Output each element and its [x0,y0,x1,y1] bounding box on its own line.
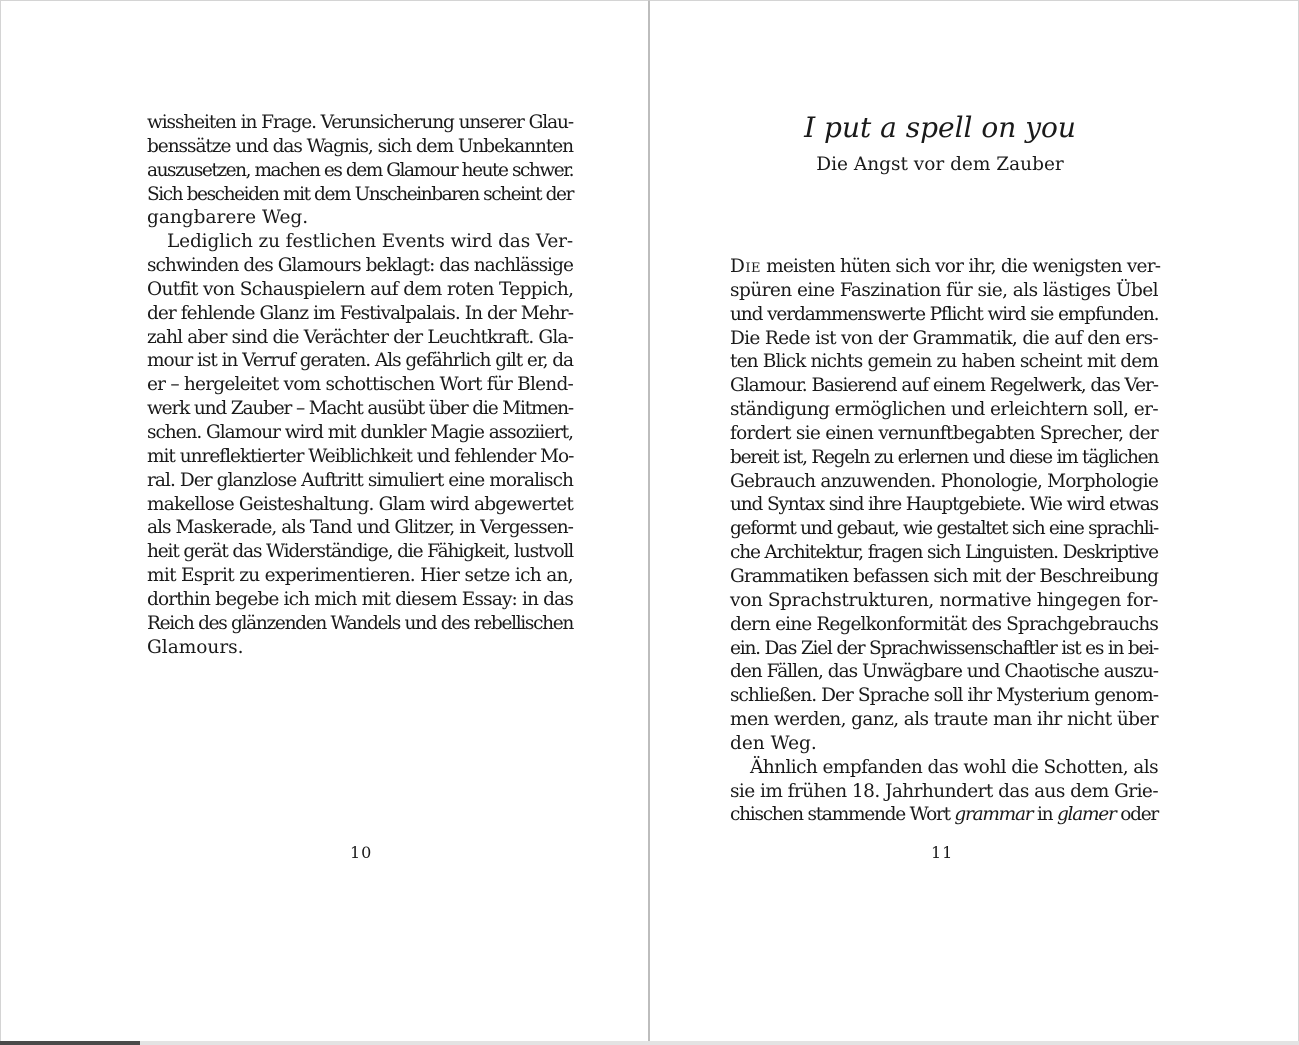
text-line: ein. Das Ziel der Sprachwissenschaftler ist es in bei- [730,637,1159,659]
text-line: Gebrauch anzuwenden. Phonologie, Morphologie [730,470,1159,492]
text-line: heit gerät das Widerständige, die Fähigkeit, lustvoll [147,541,574,563]
text-line [730,255,1161,279]
text-line: den Fällen, das Unwägbare und Chaotische auszu- [730,661,1158,683]
text-line: der fehlende Glanz im Festivalpalais. In der Mehr- [147,302,574,324]
text-line [730,803,1158,827]
text-line: als Maskerade, als Tand und Glitzer, in Vergessen- [147,517,573,539]
left-body-text [147,111,573,659]
text-line: und Syntax sind ihre Hauptgebiete. Wie wird etwas [730,494,1159,516]
text-line: Reich des glänzenden Wandels und des rebellischen [147,612,573,634]
chapter-subtitle: Die Angst vor dem Zauber [816,154,1064,175]
left-page [0,0,649,1043]
first-line-rest: meisten hüten sich vor ihr, die wenigsten ver- [760,256,1161,277]
opening-small-caps: Die [730,256,761,277]
text-line: schen. Glamour wird mit dunkler Magie assoziiert, [147,421,574,443]
text-line: sie im frühen 18. Jahrhundert das aus dem Grie- [730,780,1159,802]
text-line: Sich bescheiden mit dem Unscheinbaren scheint der [147,183,573,205]
page-bottom-edge [0,1041,1299,1045]
text-line: wissheiten in Frage. Verunsicherung unserer Glau- [147,112,574,133]
right-page [649,0,1299,1043]
italic-word: grammar [954,804,1033,826]
text-line: ständigung ermöglichen und erleichtern soll, er- [730,399,1158,421]
text-line: mit unreflektierter Weiblichkeit und fehlender Mo- [147,445,574,467]
text-line: Glamours. [147,636,244,658]
chapter-title: I put a spell on you [804,111,1076,144]
text-line: mour ist in Verruf geraten. Als gefährlich gilt er, da [147,350,574,372]
text-line: fordert sie einen vernunftbegabten Sprecher, der [730,422,1158,444]
text-fragment: chischen stammende Wort [730,804,955,826]
text-line: Die Rede ist von der Grammatik, die auf den ers- [730,327,1158,349]
text-line: werk und Zauber – Macht ausübt über die Mitmen- [147,398,574,420]
text-line: schließen. Der Sprache soll ihr Mysterium genom- [730,685,1158,707]
text-line: Grammatiken befassen sich mit der Beschreibung [730,565,1159,587]
edge-shadow [0,1041,140,1045]
text-line: dern eine Regelkonformität des Sprachgebrauchs [730,613,1159,635]
text-line: ten Blick nichts gemein zu haben scheint mit dem [730,351,1159,373]
text-line: Lediglich zu festlichen Events wird das Ver- [167,231,573,253]
page-number: 11 [931,843,954,862]
text-line: Glamour. Basierend auf einem Regelwerk, das Ver- [730,375,1159,397]
text-line: che Architektur, fragen sich Linguisten. Deskriptive [730,542,1158,564]
text-line: auszusetzen, machen es dem Glamour heute schwer. [147,159,574,181]
text-line: bereit ist, Regeln zu erlernen und diese im täglichen [730,446,1158,468]
text-line: Outfit von Schauspielern auf dem roten Teppich, [147,278,574,300]
text-fragment: oder [1115,804,1159,826]
text-line: schwinden des Glamours beklagt: das nachlässige [147,255,574,277]
text-line: den Weg. [730,732,817,754]
text-line: und verdammenswerte Pflicht wird sie empfunden. [730,303,1159,325]
text-line: dorthin begebe ich mich mit diesem Essay: in das [147,588,574,610]
text-line: geformt und gebaut, wie gestaltet sich eine sprachli- [730,518,1159,540]
text-fragment: in [1032,804,1057,826]
text-line: mit Esprit zu experimentieren. Hier setze ich an, [147,565,573,587]
text-line: Ähnlich empfanden das wohl die Schotten, als [750,756,1158,778]
right-body-text [730,255,1161,827]
text-line: er – hergeleitet vom schottischen Wort für Blend- [147,374,573,396]
text-line: zahl aber sind die Verächter der Leuchtkraft. Gla- [147,326,574,348]
text-line: men werden, ganz, als traute man ihr nicht über [730,709,1158,731]
text-line: makellose Geisteshaltung. Glam wird abgewertet [147,493,573,515]
text-line: gangbarere Weg. [147,207,309,229]
text-line: ral. Der glanzlose Auftritt simuliert eine moralisch [147,469,574,491]
text-line: von Sprachstrukturen, normative hingegen for- [730,589,1158,611]
italic-word: glamer [1056,804,1116,826]
text-line: spüren eine Faszination für sie, als lästiges Übel [730,279,1158,301]
page-number: 10 [350,843,373,862]
text-line: benssätze und das Wagnis, sich dem Unbekannten [147,135,573,157]
